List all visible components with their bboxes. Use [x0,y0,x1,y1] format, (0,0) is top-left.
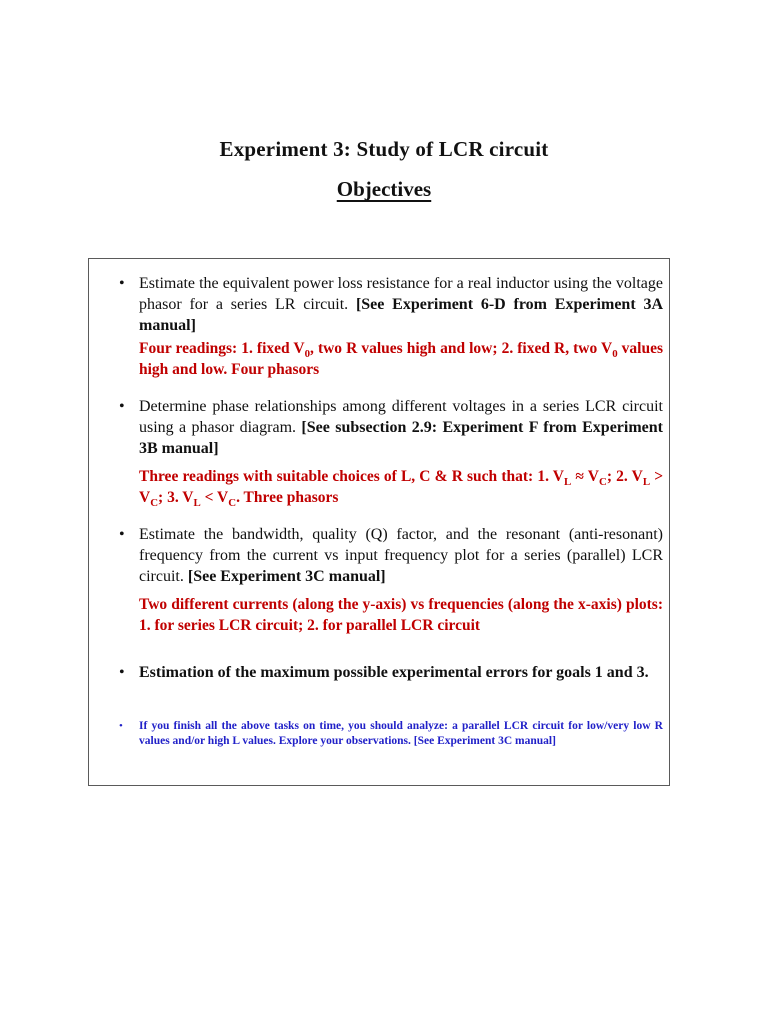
list-item-objective-4 [119,662,663,683]
bullet-icon: • [119,664,125,681]
objective-3-reference: [See Experiment 3C manual] [187,568,386,585]
list-item-objective-1 [119,273,663,380]
objective-2-reference: [See subsection 2.9: Experiment F from Experiment 3B manual] [139,419,664,457]
subscript: C [150,497,159,510]
footnote-text: If you finish all the above tasks on time, you should analyze: a parallel LCR circuit for low/very low R values and/or high L values. Explore your observations. [See Experiment 3C manual] [139,720,663,747]
objective-3-note-red [139,594,663,636]
note-segment: < V [200,489,229,506]
note-segment: ; 2. V [606,468,643,485]
objective-3-text [139,524,663,587]
note-segment: Four readings: 1. fixed V [139,340,305,357]
objective-1-content [139,273,663,380]
objective-3-body: Estimate the bandwidth, quality (Q) factor, and the resonant (anti-resonant) frequency from the current vs input frequency plot for a series (parallel) LCR circuit. [139,526,663,585]
bullet-icon: • [119,398,125,415]
note-segment: . Three phasors [236,489,339,506]
note-segment: ≈ V [571,468,599,485]
list-item-footnote [119,719,663,749]
note-segment: , two R values high and low; 2. fixed R, two V [310,340,613,357]
objective-1-reference: [See Experiment 6-D from Experiment 3A manual] [139,296,664,334]
subscript: L [193,497,201,510]
objective-2-content [139,396,663,508]
objectives-box [88,258,670,786]
subscript: L [564,476,572,489]
footnote-content [139,719,663,749]
objective-2-text [139,396,663,459]
bullet-icon: • [119,275,125,292]
objective-3-content [139,524,663,636]
note-segment: > V [139,468,664,506]
note-segment: Two different currents (along the y-axis) vs frequencies (along the x-axis) plots: 1. for series LCR circuit; 2. for parallel LCR circuit [139,596,663,634]
objective-2-note-red [139,466,663,508]
objective-4-text: Estimation of the maximum possible experimental errors for goals 1 and 3. [139,664,649,681]
note-segment: ; 3. V [158,489,194,506]
list-item-objective-3 [119,524,663,636]
objective-1-note-red [139,338,663,380]
bullet-icon: • [119,526,125,543]
objective-4-content [139,662,663,683]
note-segment: values high and low. Four phasors [139,340,663,378]
objective-1-text [139,273,663,336]
subscript: 0 [304,348,311,361]
bullet-icon: • [119,720,123,732]
objective-1-body: Estimate the equivalent power loss resistance for a real inductor using the voltage phasor for a series LR circuit. [139,275,663,313]
objective-2-body: Determine phase relationships among different voltages in a series LCR circuit using a phasor diagram. [139,398,663,436]
list-item-objective-2 [119,396,663,508]
page-title: Experiment 3: Study of LCR circuit [219,137,549,161]
subscript: C [228,497,237,510]
subscript: L [642,476,651,489]
note-segment: Three readings with suitable choices of L, C & R such that: 1. V [139,468,565,485]
page-subtitle: Objectives [336,177,432,201]
subscript: C [598,476,607,489]
subscript: 0 [612,348,618,361]
